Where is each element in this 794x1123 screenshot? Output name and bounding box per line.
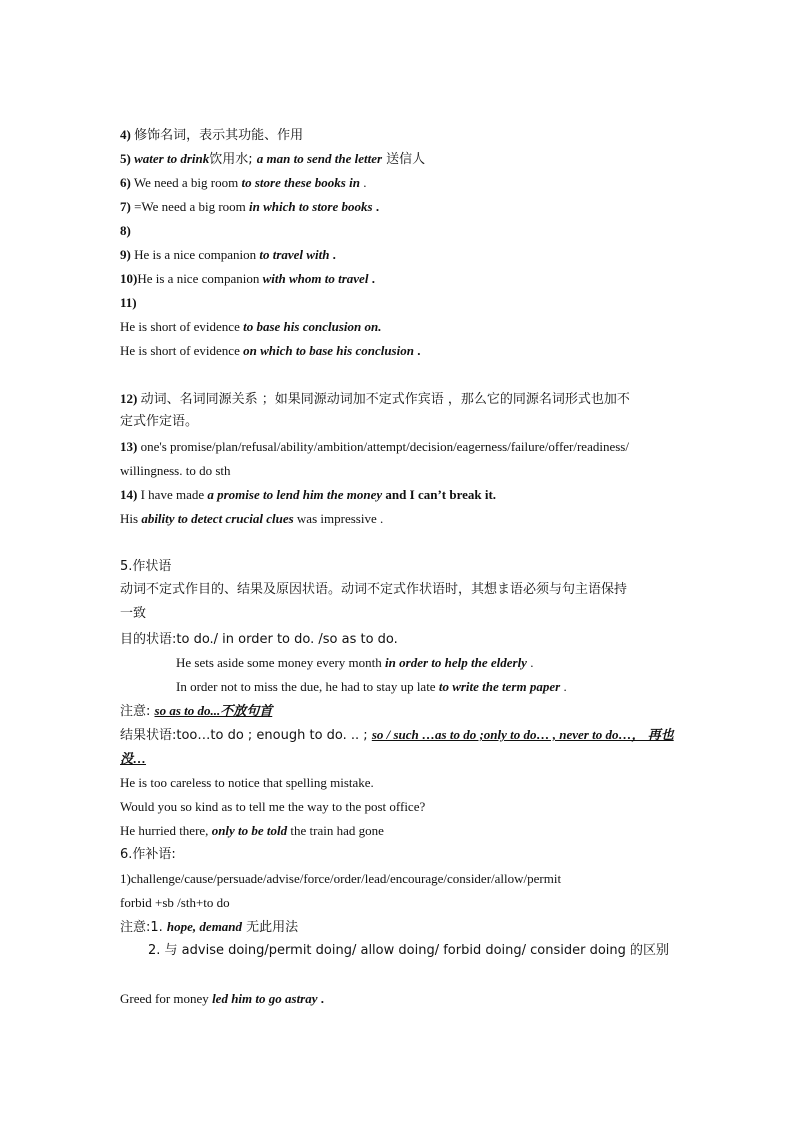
item-14: 14) I have made a promise to lend him the money and I can’t break it. <box>120 487 497 502</box>
example-line: In order not to miss the due, he had to stay up late to write the term paper . <box>176 679 567 694</box>
example-line: He hurried there, only to be told the train had gone <box>120 823 384 838</box>
item-4: 4) 修饰名词，表示其功能、作用 <box>120 127 304 143</box>
item-12-continued: 定式作定语。 <box>120 414 199 429</box>
item-7: 7) =We need a big room in which to store books . <box>120 199 380 214</box>
purpose-adverbial: 目的状语:to do./ in order to do. /so as to do. <box>120 632 398 647</box>
verb-list: 1)challenge/cause/persuade/advise/force/order/lead/encourage/consider/allow/permit <box>120 871 562 886</box>
item-12: 12) 动词、名词同源关系 ；如果同源动词加不定式作宾语 ，那么它的同源名词形式也加不 <box>120 391 630 407</box>
example-line: He is short of evidence on which to base his conclusion . <box>120 343 421 358</box>
item-5: 5) water to drink饮用水; a man to send the letter 送信人 <box>120 151 426 167</box>
item-6: 6) We need a big room to store these books in . <box>120 175 367 190</box>
note-line: 注意: so as to do...不放句首 <box>120 703 273 719</box>
result-adverbial-continued: 没… <box>120 751 147 766</box>
note-line: 注意:1. hope, demand 无此用法 <box>120 919 299 935</box>
example-line: He is too careless to notice that spelling mistake. <box>120 775 374 790</box>
item-11: 11) <box>120 295 137 310</box>
item-9: 9) He is a nice companion to travel with . <box>120 247 336 262</box>
example-line: Would you so kind as to tell me the way to the post office? <box>120 799 426 814</box>
item-13: 13) one's promise/plan/refusal/ability/ambition/attempt/decision/eagerness/failure/offer/readiness/ <box>120 439 629 454</box>
example-line: Greed for money led him to go astray . <box>120 991 325 1006</box>
example-line: His ability to detect crucial clues was impressive . <box>120 511 384 526</box>
section-heading: 5.作状语 <box>120 559 172 574</box>
item-13-continued: willingness. to do sth <box>120 463 231 478</box>
item-10: 10)He is a nice companion with whom to travel . <box>120 271 375 286</box>
item-8: 8) <box>120 223 131 238</box>
result-adverbial: 结果状语:too…to do ; enough to do. .. ; so / such …as to do ;only to do… , never to do…， 再也 <box>120 727 674 743</box>
example-line: He is short of evidence to base his conclusion on. <box>120 319 382 334</box>
section-description-continued: 一致 <box>120 606 147 621</box>
section-description: 动词不定式作目的、结果及原因状语。动词不定式作状语时，其想ま语必须与句主语保持 <box>120 582 628 597</box>
section-heading: 6.作补语: <box>120 847 176 862</box>
note-line-2: 2. 与 advise doing/permit doing/ allow doing/ forbid doing/ consider doing 的区别 <box>148 943 670 958</box>
verb-pattern: forbid +sb /sth+to do <box>120 895 230 910</box>
example-line: He sets aside some money every month in order to help the elderly . <box>176 655 534 670</box>
